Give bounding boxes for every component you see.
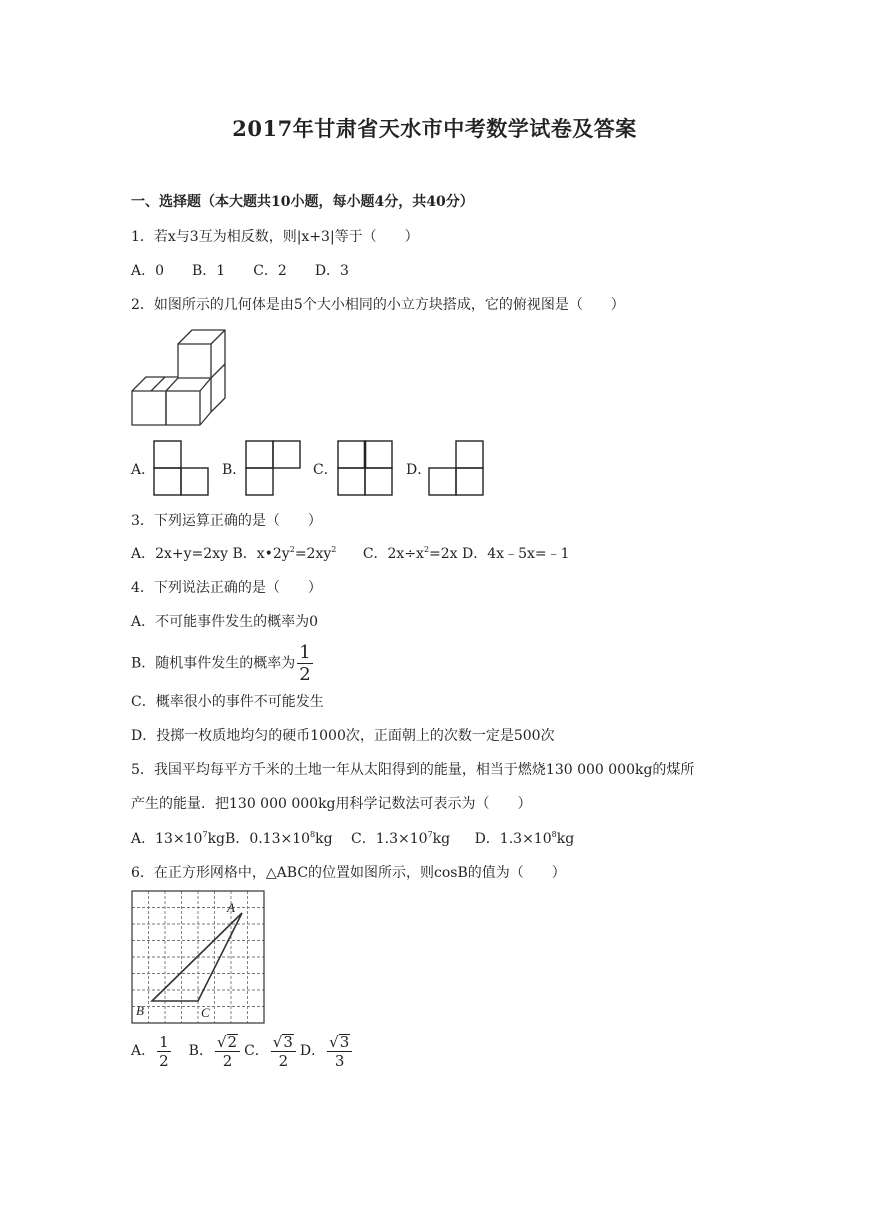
q3-option-b: B．$x•2y^2=2xy^2$ xyxy=(232,545,337,562)
vertex-b-label: B xyxy=(136,1003,144,1018)
q2-option-b-label: B． xyxy=(222,462,247,478)
question-6-stem: 6．在正方形网格中，△ABC的位置如图所示，则cosB的值为（ ） xyxy=(131,865,566,881)
q3-option-a: A．2x+y=2xy xyxy=(131,546,228,562)
q2-option-b-figure xyxy=(245,440,301,497)
q4-option-b: B．随机事件发生的概率为 $\frac{1}{2}$ xyxy=(131,642,311,685)
q2-option-c-label: C． xyxy=(313,462,338,478)
question-4-stem: 4．下列说法正确的是（ ） xyxy=(131,580,322,596)
q2-option-d-figure xyxy=(428,440,484,497)
q2-option-d-label: D． xyxy=(406,462,432,478)
document-title: 2017年甘肃省天水市中考数学试卷及答案 xyxy=(232,116,637,141)
q4-option-a: A．不可能事件发生的概率为0 xyxy=(131,614,319,630)
question-6-options xyxy=(131,1029,354,1073)
q2-option-c-figure xyxy=(337,440,393,497)
q5-option-b: B．$0.13\times 10^8kg$ xyxy=(225,830,333,847)
q4-option-d: D．投掷一枚质地均匀的硬币1000次，正面朝上的次数一定是500次 xyxy=(131,728,555,744)
triangle-grid-figure xyxy=(131,890,265,1024)
question-5-options xyxy=(131,830,574,848)
q6-option-d-value: √ 3 3 xyxy=(327,1034,352,1069)
vertex-c-label: C xyxy=(201,1005,210,1020)
vertex-a-label: A xyxy=(227,900,235,915)
question-2-stem: 2．如图所示的几何体是由5个大小相同的小立方块搭成，它的俯视图是（ ） xyxy=(131,297,625,313)
q5-option-c: C．$1.3\times 10^7kg$ xyxy=(351,830,451,847)
question-3-stem: 3．下列运算正确的是（ ） xyxy=(131,513,322,529)
question-5-stem-line2: 产生的能量．把130 000 000kg用科学记数法可表示为（ ） xyxy=(131,796,532,812)
q5-option-a: A．$13\times 10^7kg$ xyxy=(131,830,226,847)
q6-option-c-label: C． xyxy=(244,1043,269,1059)
question-1-stem: 1．若x与3互为相反数，则|x+3|等于（ ） xyxy=(131,229,419,245)
question-3-options xyxy=(131,545,570,563)
question-5-stem-line1: 5．我国平均每平方千米的土地一年从太阳得到的能量，相当于燃烧130 000 000kg的煤所 xyxy=(131,762,695,778)
q3-option-d: D．4x﹣5x=﹣1 xyxy=(462,546,570,562)
q6-option-a-value: $\frac{1}{2}$ xyxy=(159,1032,169,1070)
q6-option-c-value: √ 3 2 xyxy=(271,1034,296,1069)
q4-option-c: C．概率很小的事件不可能发生 xyxy=(131,694,324,710)
q6-option-b-value: √ 2 2 xyxy=(215,1034,240,1069)
q2-option-a-figure xyxy=(153,440,209,497)
q6-option-a-label: A． xyxy=(131,1043,156,1059)
q6-option-b-label: B． xyxy=(188,1043,213,1059)
cube-solid-figure xyxy=(131,328,235,426)
section-heading: 一、选择题（本大题共10小题，每小题4分，共40分） xyxy=(131,194,474,210)
q6-option-d-label: D． xyxy=(299,1043,326,1059)
fraction-one-half: $\frac{1}{2}$ xyxy=(299,642,311,685)
q5-option-d: D．$1.3\times 10^8kg$ xyxy=(474,830,575,847)
q2-option-a-label: A． xyxy=(131,462,156,478)
q3-option-c: C．$2x\div x^2=2x$ xyxy=(362,545,458,562)
question-1-options: A．0 B．1 C．2 D．3 xyxy=(131,263,349,279)
